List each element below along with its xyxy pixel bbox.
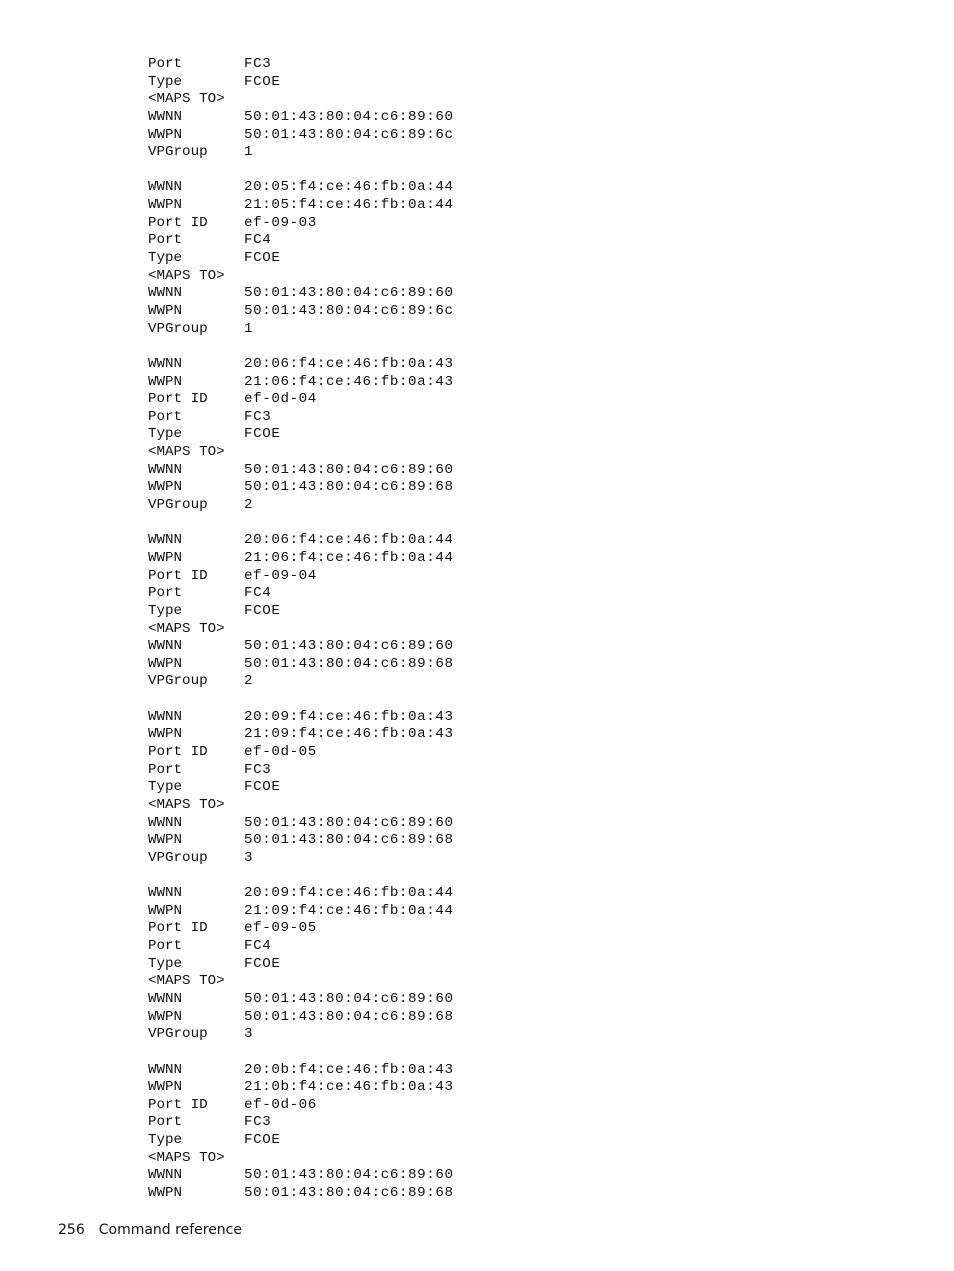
field-label: WWPN — [148, 302, 183, 319]
field-label: Port ID — [148, 1096, 208, 1113]
output-line — [148, 232, 454, 250]
field-label: VPGroup — [148, 1026, 208, 1043]
field-label — [148, 691, 244, 709]
output-line — [148, 1114, 454, 1132]
field-label: WWPN — [148, 1008, 183, 1025]
field-label: WWNN — [148, 1167, 183, 1184]
field-label: WWPN — [148, 1185, 183, 1201]
field-label: Type — [148, 779, 183, 796]
field-value: 2 — [244, 673, 254, 690]
output-line — [148, 1185, 454, 1203]
output-line — [148, 374, 454, 392]
output-line — [148, 1167, 454, 1185]
field-label: WWPN — [148, 1079, 183, 1096]
field-value: FCOE — [244, 955, 281, 972]
field-value: 50:01:43:80:04:c6:89:60 — [244, 108, 454, 125]
field-value: 50:01:43:80:04:c6:89:68 — [244, 479, 454, 496]
output-line — [148, 497, 454, 515]
output-line — [148, 479, 454, 497]
field-value: 1 — [244, 144, 254, 161]
field-value: 50:01:43:80:04:c6:89:68 — [244, 655, 454, 672]
field-value: 50:01:43:80:04:c6:89:60 — [244, 285, 454, 302]
blank-line — [148, 515, 454, 533]
field-value: 50:01:43:80:04:c6:89:60 — [244, 814, 454, 831]
field-value: FCOE — [244, 1132, 281, 1149]
field-label: WWNN — [148, 355, 183, 372]
field-value: 20:06:f4:ce:46:fb:0a:43 — [244, 355, 454, 372]
output-line — [148, 709, 454, 727]
output-line — [148, 1150, 454, 1168]
field-label: Port — [148, 761, 183, 778]
field-label: Port — [148, 56, 183, 72]
output-line — [148, 797, 454, 815]
field-label: VPGroup — [148, 497, 208, 514]
field-label — [148, 1044, 244, 1062]
field-value: ef-09-05 — [244, 920, 317, 937]
output-line — [148, 197, 454, 215]
output-line — [148, 1062, 454, 1080]
field-label: <MAPS TO> — [148, 796, 225, 813]
field-label: Type — [148, 426, 183, 443]
field-label: <MAPS TO> — [148, 1149, 225, 1166]
output-line — [148, 1009, 454, 1027]
field-value: FCOE — [244, 779, 281, 796]
output-line — [148, 1079, 454, 1097]
page-footer — [58, 1222, 242, 1238]
field-label: <MAPS TO> — [148, 444, 225, 461]
field-label: WWPN — [148, 373, 183, 390]
output-line — [148, 956, 454, 974]
output-line — [148, 179, 454, 197]
field-value: 50:01:43:80:04:c6:89:60 — [244, 1167, 454, 1184]
field-label: VPGroup — [148, 144, 208, 161]
output-line — [148, 250, 454, 268]
output-line — [148, 850, 454, 868]
field-value: 50:01:43:80:04:c6:89:60 — [244, 638, 454, 655]
output-line — [148, 832, 454, 850]
field-value: ef-0d-05 — [244, 743, 317, 760]
field-label: Type — [148, 1132, 183, 1149]
field-value: FC4 — [244, 938, 272, 955]
output-line — [148, 1026, 454, 1044]
output-line — [148, 1132, 454, 1150]
blank-line — [148, 867, 454, 885]
output-line — [148, 920, 454, 938]
output-line — [148, 356, 454, 374]
field-label: Port ID — [148, 920, 208, 937]
footer-section-title: Command reference — [98, 1222, 242, 1238]
field-label: WWPN — [148, 479, 183, 496]
output-line — [148, 885, 454, 903]
blank-line — [148, 1044, 454, 1062]
field-label: WWPN — [148, 726, 183, 743]
output-line — [148, 444, 454, 462]
output-line — [148, 303, 454, 321]
field-value: 50:01:43:80:04:c6:89:6c — [244, 126, 454, 143]
output-line — [148, 109, 454, 127]
field-label: WWNN — [148, 1061, 183, 1078]
field-label: <MAPS TO> — [148, 620, 225, 637]
output-line — [148, 656, 454, 674]
field-value: FCOE — [244, 250, 281, 267]
field-value: 20:0b:f4:ce:46:fb:0a:43 — [244, 1061, 454, 1078]
page-number: 256 — [58, 1222, 85, 1238]
field-label: WWNN — [148, 990, 183, 1007]
output-line — [148, 744, 454, 762]
field-value: 20:05:f4:ce:46:fb:0a:44 — [244, 179, 454, 196]
output-line — [148, 215, 454, 233]
field-label: Port — [148, 1114, 183, 1131]
field-value: 3 — [244, 1026, 254, 1043]
field-value: 50:01:43:80:04:c6:89:68 — [244, 832, 454, 849]
field-label: <MAPS TO> — [148, 91, 225, 108]
output-line — [148, 603, 454, 621]
field-value: 20:09:f4:ce:46:fb:0a:43 — [244, 708, 454, 725]
field-label — [148, 162, 244, 180]
output-line — [148, 815, 454, 833]
field-value: ef-09-03 — [244, 214, 317, 231]
field-label: VPGroup — [148, 673, 208, 690]
field-label: WWPN — [148, 549, 183, 566]
output-line — [148, 321, 454, 339]
blank-line — [148, 162, 454, 180]
output-line — [148, 673, 454, 691]
field-label: VPGroup — [148, 320, 208, 337]
field-value: 21:05:f4:ce:46:fb:0a:44 — [244, 197, 454, 214]
output-line — [148, 991, 454, 1009]
field-value: 20:06:f4:ce:46:fb:0a:44 — [244, 532, 454, 549]
field-label: Type — [148, 602, 183, 619]
field-label — [148, 515, 244, 533]
field-value: 20:09:f4:ce:46:fb:0a:44 — [244, 885, 454, 902]
field-label: Port — [148, 232, 183, 249]
output-line — [148, 391, 454, 409]
field-value: 3 — [244, 849, 254, 866]
output-line — [148, 938, 454, 956]
field-value: FC3 — [244, 1114, 272, 1131]
output-line — [148, 621, 454, 639]
field-value: FCOE — [244, 426, 281, 443]
output-line — [148, 409, 454, 427]
field-value: FCOE — [244, 73, 281, 90]
output-line — [148, 285, 454, 303]
field-value: ef-09-04 — [244, 567, 317, 584]
field-value: FC3 — [244, 408, 272, 425]
field-label: VPGroup — [148, 849, 208, 866]
field-label: Port — [148, 585, 183, 602]
field-value: FCOE — [244, 602, 281, 619]
field-label: WWPN — [148, 655, 183, 672]
field-label: WWNN — [148, 814, 183, 831]
field-value: FC3 — [244, 761, 272, 778]
field-value: 21:06:f4:ce:46:fb:0a:44 — [244, 549, 454, 566]
field-value: 50:01:43:80:04:c6:89:6c — [244, 302, 454, 319]
field-value: 2 — [244, 497, 254, 514]
field-label — [148, 867, 244, 885]
field-label: WWNN — [148, 708, 183, 725]
output-line — [148, 532, 454, 550]
field-label: Type — [148, 73, 183, 90]
output-line — [148, 426, 454, 444]
field-value: 50:01:43:80:04:c6:89:68 — [244, 1185, 454, 1201]
output-line — [148, 568, 454, 586]
blank-line — [148, 338, 454, 356]
output-line — [148, 127, 454, 145]
output-line — [148, 726, 454, 744]
output-line — [148, 779, 454, 797]
field-value: FC3 — [244, 56, 272, 72]
output-line — [148, 91, 454, 109]
field-label: WWNN — [148, 108, 183, 125]
field-label: Port — [148, 938, 183, 955]
field-label: WWNN — [148, 885, 183, 902]
field-value: ef-0d-04 — [244, 391, 317, 408]
field-value: 21:06:f4:ce:46:fb:0a:43 — [244, 373, 454, 390]
field-value: 21:09:f4:ce:46:fb:0a:43 — [244, 726, 454, 743]
field-label: WWNN — [148, 461, 183, 478]
field-label: WWPN — [148, 902, 183, 919]
blank-line — [148, 691, 454, 709]
field-value: 21:0b:f4:ce:46:fb:0a:43 — [244, 1079, 454, 1096]
field-label: WWNN — [148, 179, 183, 196]
field-value: FC4 — [244, 585, 272, 602]
field-value: 50:01:43:80:04:c6:89:68 — [244, 1008, 454, 1025]
field-value: 50:01:43:80:04:c6:89:60 — [244, 461, 454, 478]
field-label: WWNN — [148, 532, 183, 549]
output-line — [148, 903, 454, 921]
output-line — [148, 585, 454, 603]
field-label: WWPN — [148, 197, 183, 214]
field-label: Port — [148, 408, 183, 425]
output-line — [148, 762, 454, 780]
field-label: WWPN — [148, 832, 183, 849]
field-label: Port ID — [148, 567, 208, 584]
output-line — [148, 1097, 454, 1115]
field-label: <MAPS TO> — [148, 267, 225, 284]
field-label: WWPN — [148, 126, 183, 143]
output-line — [148, 973, 454, 991]
field-value: FC4 — [244, 232, 272, 249]
field-label: <MAPS TO> — [148, 973, 225, 990]
output-line — [148, 462, 454, 480]
field-value: 50:01:43:80:04:c6:89:60 — [244, 990, 454, 1007]
field-value: 21:09:f4:ce:46:fb:0a:44 — [244, 902, 454, 919]
field-label: WWNN — [148, 285, 183, 302]
output-line — [148, 144, 454, 162]
field-label: Type — [148, 250, 183, 267]
output-line — [148, 268, 454, 286]
field-label: Port ID — [148, 743, 208, 760]
command-output-block — [148, 56, 454, 1203]
field-label: Port ID — [148, 391, 208, 408]
field-value: ef-0d-06 — [244, 1096, 317, 1113]
field-label — [148, 338, 244, 356]
field-label: WWNN — [148, 638, 183, 655]
output-line — [148, 638, 454, 656]
output-line — [148, 74, 454, 92]
output-line — [148, 550, 454, 568]
output-line — [148, 56, 454, 74]
field-label: Port ID — [148, 214, 208, 231]
field-value: 1 — [244, 320, 254, 337]
field-label: Type — [148, 955, 183, 972]
